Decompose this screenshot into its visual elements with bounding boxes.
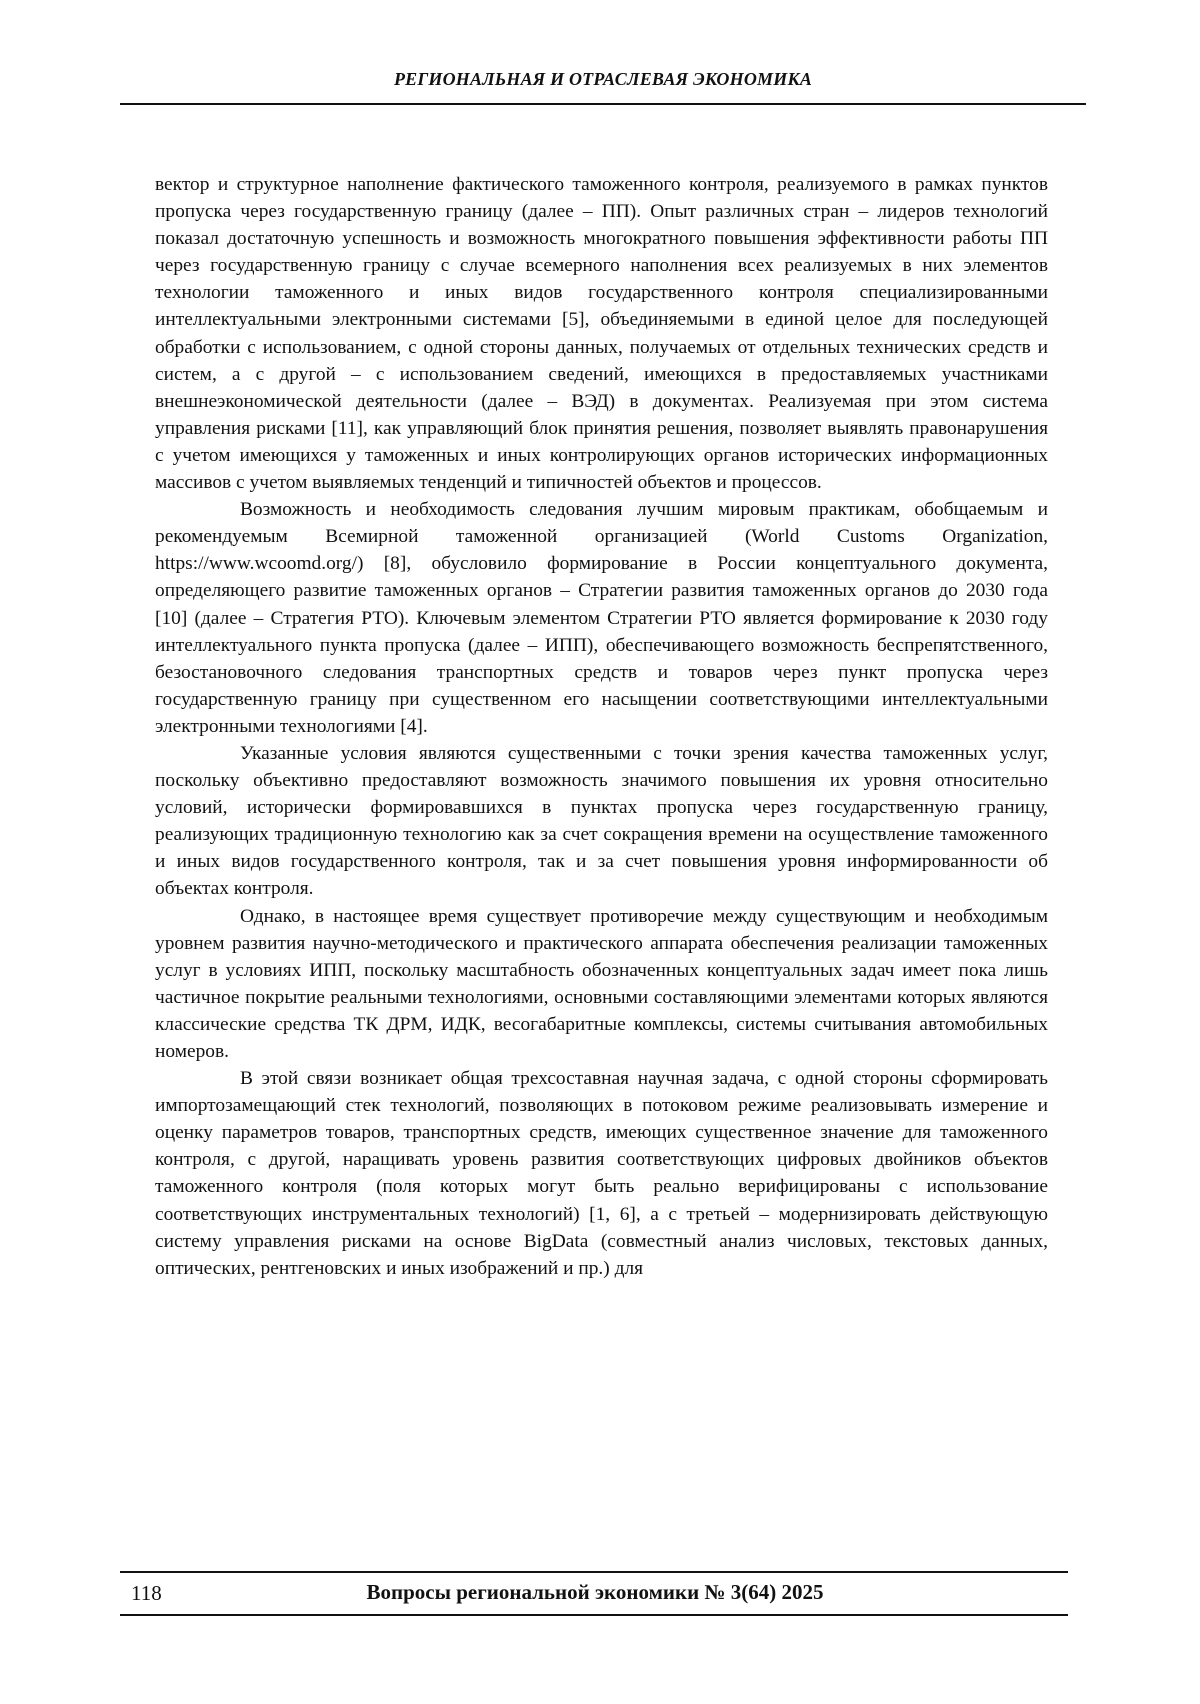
footer-divider-bottom — [120, 1614, 1068, 1616]
paragraph: Указанные условия являются существенными с точки зрения качества таможенных услуг, поскольку объективно предоставляют возможность значимого повышения их уровня относительно условий, исторически формировавшихся в пунктах пропуска через государственную границу, реализующих традиционную технологию как за счет сокращения времени на осуществление таможенного и иных видов государственного контроля, так и за счет повышения уровня информированности об объектах контроля. — [155, 742, 1048, 900]
header-divider — [120, 103, 1086, 105]
journal-title: Вопросы региональной экономики № 3(64) 2025 — [366, 1580, 824, 1604]
running-header: РЕГИОНАЛЬНАЯ И ОТРАСЛЕВАЯ ЭКОНОМИКА — [393, 69, 813, 89]
paragraph: В этой связи возникает общая трехсоставная научная задача, с одной стороны сформировать импортозамещающий стек технологий, позволяющих в потоковом режиме реализовывать измерение и оценку параметров товаров, транспортных средств, имеющих существенное значение для таможенного контроля, с другой, наращивать уровень развития соответствующих цифровых двойников объектов таможенного контроля (поля которых могут быть реально верифицированы с использование соответствующих инструментальных технологий) [1, 6], а с третьей – модернизировать действующую систему управления рисками на основе BigData (совместный анализ числовых, текстовых данных, оптических, рентгеновских и иных изображений и пр.) для — [155, 1068, 1048, 1279]
footer-divider-top — [120, 1571, 1068, 1573]
paragraph-continued: вектор и структурное наполнение фактического таможенного контроля, реализуемого в рамках пунктов пропуска через государственную границу (далее – ПП). Опыт различных стран – лидеров технологий показал достаточную успешность и возможность многократного повышения эффективности работы ПП через государственную границу с случае всемерного наполнения всех реализуемых в них элементов технологии таможенного и иных видов государственного контроля специализированными интеллектуальными электронными системами [5], объединяемыми в единой целое для последующей обработки с использованием, с одной стороны данных, получаемых от отдельных технических средств и систем, а с другой – с использованием сведений, имеющихся в предоставляемых участниками внешнеэкономической деятельности (далее – ВЭД) в документах. Реализуемая при этом система управления рисками [11], как управляющий блок принятия решения, позволяет выявлять правонарушения с учетом имеющихся у таможенных и иных контролирующих органов исторических информационных массивов с учетом выявляемых тенденций и типичностей объектов и процессов. — [155, 174, 1048, 494]
paragraph: Возможность и необходимость следования лучшим мировым практикам, обобщаемым и рекомендуемым Всемирной таможенной организацией (World Customs Organization, https://www.wcoomd.org/) [8], обусловило формирование в России концептуального документа, определяющего развитие таможенных органов – Стратегии развития таможенных органов до 2030 года [10] (далее – Стратегия РТО). Ключевым элементом Стратегии РТО является формирование к 2030 году интеллектуального пункта пропуска (далее – ИПП), обеспечивающего возможность беспрепятственного, безостановочного следования транспортных средств и товаров через пункт пропуска через государственную границу при существенном его насыщении соответствующими интеллектуальными электронными технологиями [4]. — [155, 499, 1048, 737]
page-number: 118 — [131, 1581, 162, 1605]
article-body — [155, 171, 1048, 1501]
paragraph: Однако, в настоящее время существует противоречие между существующим и необходимым уровнем развития научно-методического и практического аппарата обеспечения реализации таможенных услуг в условиях ИПП, поскольку масштабность обозначенных концептуальных задач имеет пока лишь частичное покрытие реальными технологиями, основными составляющими элементами которых являются классические средства ТК ДРМ, ИДК, весогабаритные комплексы, системы считывания автомобильных номеров. — [155, 905, 1048, 1062]
